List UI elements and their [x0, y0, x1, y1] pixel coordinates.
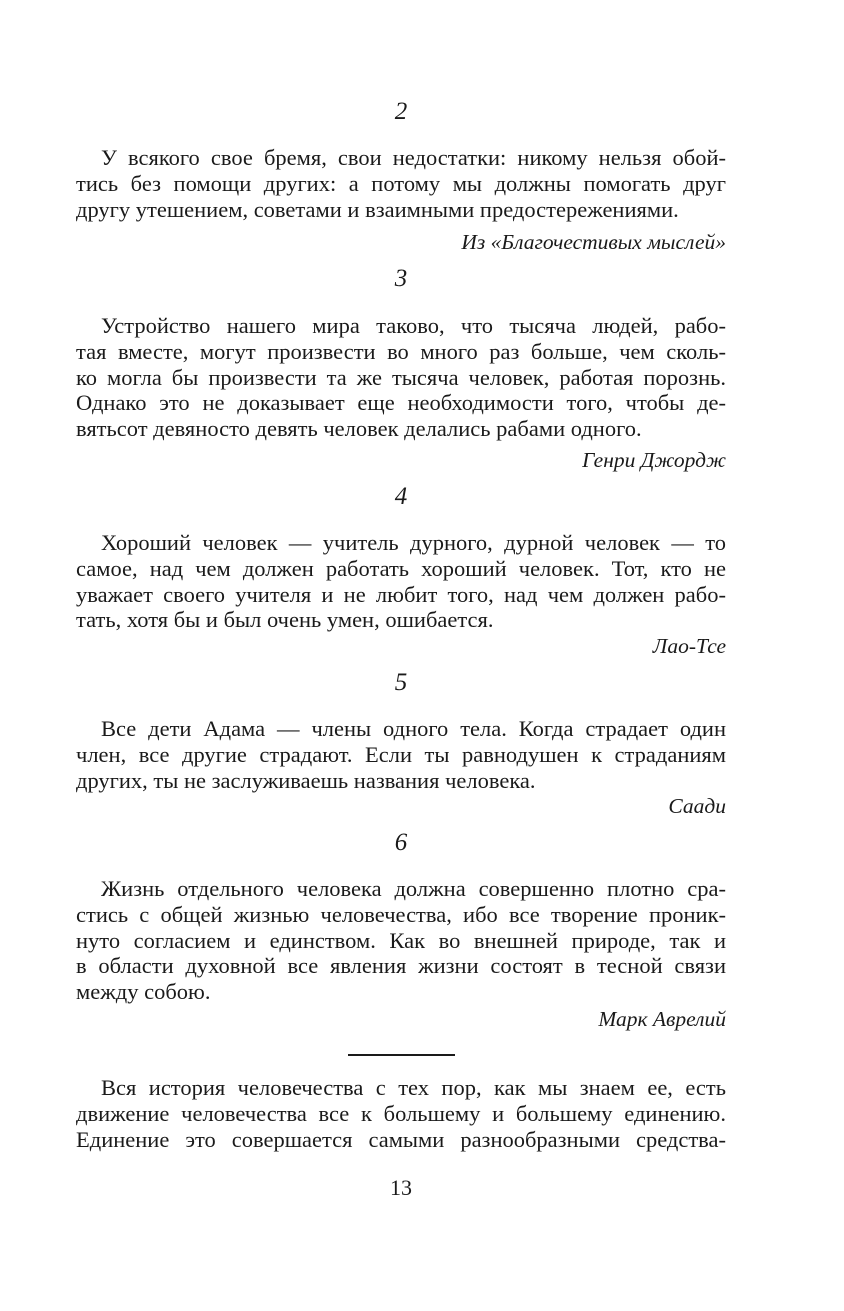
- paragraph-line: других, ты не заслуживаешь названия человека.: [76, 767, 536, 793]
- paragraph-line: тать, хотя бы и был очень умен, ошибается.: [76, 607, 494, 633]
- paragraph-line: в области духовной все явления жизни состоят в тесной связи: [76, 953, 726, 979]
- paragraph-line: ко могла бы произвести та же тысяча человек, работая порознь.: [76, 364, 726, 390]
- section-number: 5: [394, 669, 408, 696]
- paragraph-line: нуто согласием и единством. Как во внешней природе, так и: [76, 927, 726, 953]
- page-number: 13: [390, 1175, 412, 1200]
- quote-author: Саади: [668, 794, 726, 818]
- section-paragraph: [76, 876, 726, 1005]
- paragraph-line: тись без помощи других: а потому мы должны помогать друг: [76, 170, 726, 196]
- paragraph-line: Хороший человек — учитель дурного, дурной человек — то: [101, 530, 726, 555]
- quote-author: Лао-Тсе: [652, 634, 726, 658]
- paragraph-line: движение человечества все к большему и большему единению.: [76, 1100, 726, 1126]
- paragraph-line: уважает своего учителя и не любит того, над чем должен рабо-: [76, 581, 726, 607]
- section-divider: [348, 1054, 455, 1056]
- paragraph-line: Вся история человечества с тех пор, как мы знаем ее, есть: [101, 1075, 726, 1100]
- paragraph-line: вятьсот девяносто девять человек делались рабами одного.: [76, 416, 642, 442]
- paragraph-line: Однако это не доказывает еще необходимости того, чтобы де-: [76, 390, 726, 416]
- paragraph-line: стись с общей жизнью человечества, ибо все творение проник-: [76, 901, 726, 927]
- paragraph-line: другу утешением, советами и взаимными предостережениями.: [76, 196, 679, 222]
- paragraph-line: член, все другие страдают. Если ты равнодушен к страданиям: [76, 741, 726, 767]
- section-paragraph: [76, 313, 726, 442]
- quote-author: Марк Аврелий: [598, 1007, 726, 1031]
- section-paragraph: [76, 716, 726, 793]
- section-number: 2: [394, 98, 408, 125]
- section-number: 4: [394, 483, 408, 510]
- paragraph-line: между собою.: [76, 979, 211, 1005]
- section-number: 3: [394, 265, 408, 292]
- paragraph-line: Все дети Адама — члены одного тела. Когда страдает один: [101, 716, 726, 741]
- paragraph-line: У всякого свое бремя, свои недостатки: никому нельзя обой-: [101, 145, 726, 170]
- paragraph-line: самое, над чем должен работать хороший человек. Тот, кто не: [76, 555, 726, 581]
- quote-author: Из «Благочестивых мыслей»: [461, 230, 726, 254]
- paragraph-line: Устройство нашего мира таково, что тысяча людей, рабо-: [101, 313, 726, 338]
- closing-paragraph: [76, 1075, 726, 1152]
- paragraph-line: Жизнь отдельного человека должна совершенно плотно сра-: [101, 876, 726, 901]
- paragraph-line: Единение это совершается самыми разнообразными средства-: [76, 1126, 726, 1152]
- section-paragraph: [76, 530, 726, 633]
- section-number: 6: [394, 829, 408, 856]
- paragraph-line: тая вместе, могут произвести во много раз больше, чем сколь-: [76, 338, 726, 364]
- section-paragraph: [76, 145, 726, 222]
- quote-author: Генри Джордж: [582, 448, 726, 472]
